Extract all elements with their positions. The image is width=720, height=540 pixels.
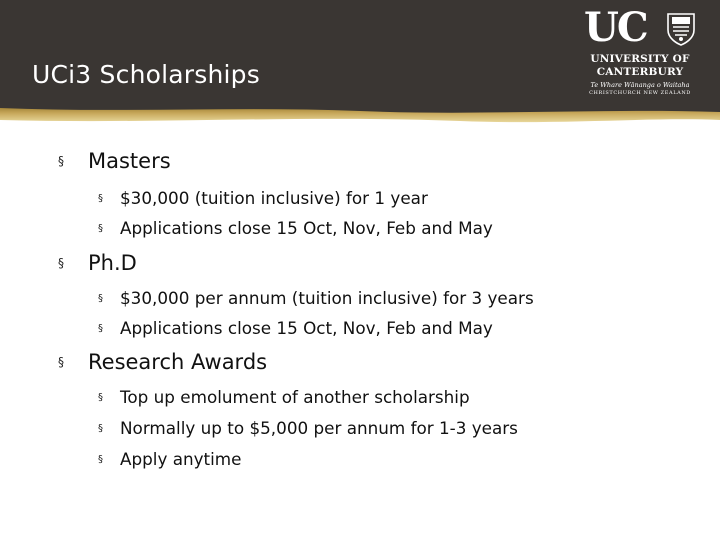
sub-bullet <box>98 417 518 438</box>
bullet-masters <box>58 148 171 173</box>
bullet-marker: § <box>58 256 64 270</box>
sub-bullet <box>98 448 241 469</box>
sub-bullet-text: Applications close 15 Oct, Nov, Feb and May <box>120 318 493 338</box>
sub-bullet-text: Normally up to $5,000 per annum for 1-3 years <box>120 418 518 438</box>
bullet-phd <box>58 250 137 275</box>
sub-bullet <box>98 187 428 208</box>
logo-monogram: UC <box>584 4 647 51</box>
sub-bullet-text: Applications close 15 Oct, Nov, Feb and May <box>120 218 493 238</box>
sub-bullet-text: Apply anytime <box>120 449 242 469</box>
sub-bullet-text: Top up emolument of another scholarship <box>120 387 470 407</box>
sub-bullet-marker: § <box>98 192 103 204</box>
logo-maori-name: Te Whare Wānanga o Waitaha <box>590 81 690 89</box>
sub-bullet-marker: § <box>98 292 103 304</box>
sub-bullet-text: $30,000 (tuition inclusive) for 1 year <box>120 188 428 208</box>
bullet-marker: § <box>58 355 64 369</box>
sub-bullet-text: $30,000 per annum (tuition inclusive) for 3 years <box>120 288 534 308</box>
logo-city: CHRISTCHURCH NEW ZEALAND <box>589 90 691 96</box>
bullet-research-awards <box>58 349 267 374</box>
sub-bullet <box>98 217 493 238</box>
bullet-heading: Research Awards <box>88 350 268 374</box>
sub-bullet-marker: § <box>98 422 103 434</box>
sub-bullet <box>98 317 493 338</box>
logo-university-of: UNIVERSITY OF <box>590 53 690 65</box>
bullet-heading: Ph.D <box>88 251 137 275</box>
sub-bullet-marker: § <box>98 453 103 465</box>
sub-bullet-marker: § <box>98 322 103 334</box>
sub-bullet <box>98 287 534 308</box>
bullet-marker: § <box>58 154 64 168</box>
sub-bullet-marker: § <box>98 391 103 403</box>
bullet-heading: Masters <box>88 149 171 173</box>
sub-bullet-marker: § <box>98 222 103 234</box>
sub-bullet <box>98 386 470 407</box>
slide-title: UCi3 Scholarships <box>32 60 260 89</box>
logo-canterbury: CANTERBURY <box>596 66 684 78</box>
